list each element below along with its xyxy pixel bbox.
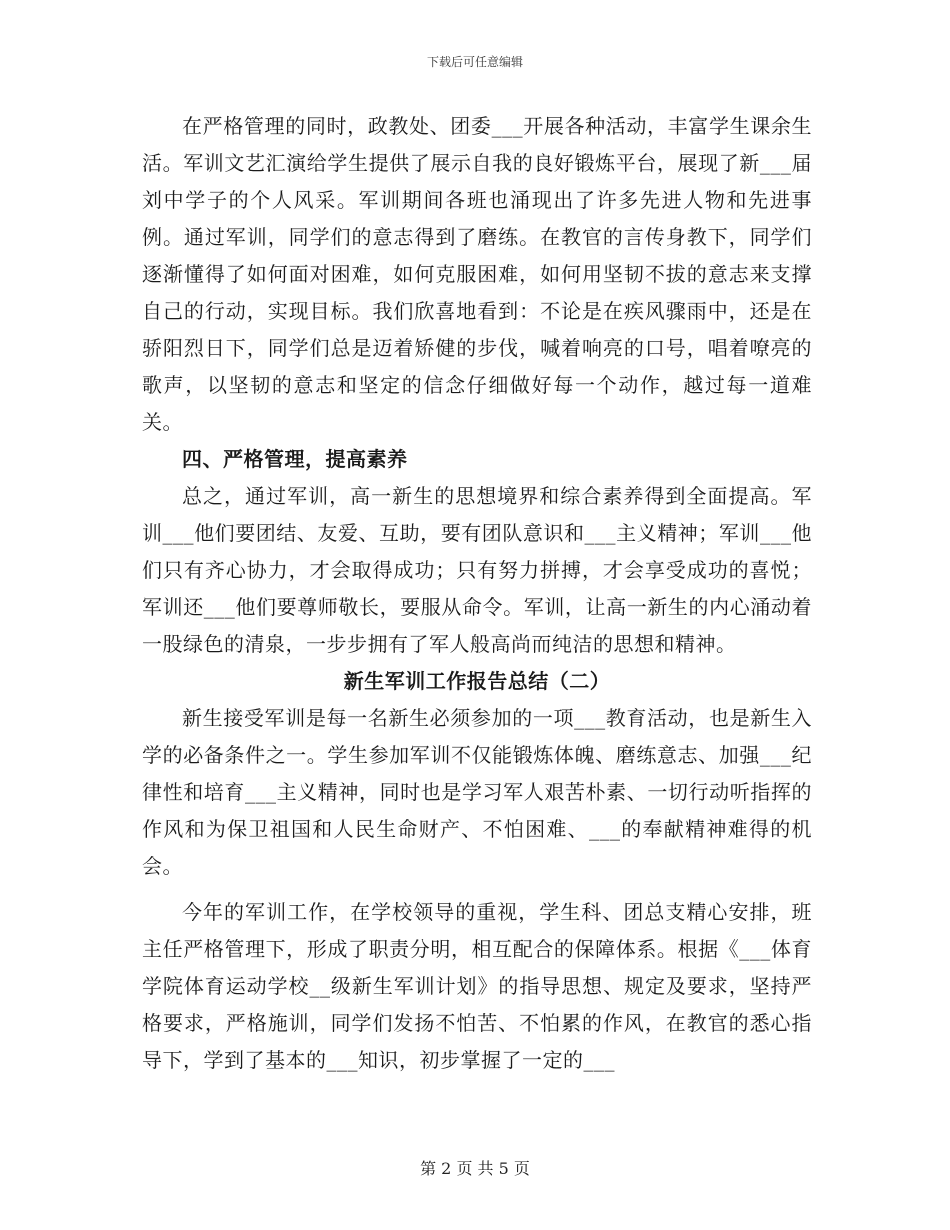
paragraph-intro: 新生接受军训是每一名新生必须参加的一项___教育活动，也是新生入学的必备条件之一。学生参加军训不仅能锻炼体魄、磨练意志、加强___纪律性和培育___主义精神，同时也是学习军人艰苦朴素、一切行动听指挥的作风和为保卫祖国和人民生命财产、不怕困难、___的奉献精神难得的机会。 [142, 706, 812, 878]
section-heading-four: 四、严格管理，提高素养 [182, 447, 408, 471]
paragraph-activities: 在严格管理的同时，政教处、团委___开展各种活动，丰富学生课余生活。军训文艺汇演给学生提供了展示自我的良好锻炼平台，展现了新___届刘中学子的个人风采。军训期间各班也涌现出了许多先进人物和先进事例。通过军训，同学们的意志得到了磨练。在教官的言传身教下，同学们逐渐懂得了如何面对困难，如何克服困难，如何用坚韧不拔的意志来支撑自己的行动，实现目标。我们欣喜地看到：不论是在疾风骤雨中，还是在骄阳烈日下，同学们总是迈着矫健的步伐，喊着响亮的口号，唱着嘹亮的歌声，以坚韧的意志和坚定的信念仔细做好每一个动作，越过每一道难关。 [142, 114, 812, 434]
paragraph-summary: 总之，通过军训，高一新生的思想境界和综合素养得到全面提高。军训___他们要团结、友爱、互助，要有团队意识和___主义精神；军训___他们只有齐心协力，才会取得成功；只有努力拼搏，才会享受成功的喜悦；军训还___他们要尊师敬长，要服从命令。军训，让高一新生的内心涌动着一股绿色的清泉，一步步拥有了军人般高尚而纯洁的思想和精神。 [142, 484, 812, 656]
document-body [142, 108, 812, 1079]
paragraph-this-year: 今年的军训工作，在学校领导的重视，学生科、团总支精心安排，班主任严格管理下，形成了职责分明，相互配合的保障体系。根据《___体育学院体育运动学校__级新生军训计划》的指导思想、规定及要求，坚持严格要求，严格施训，同学们发扬不怕苦、不怕累的作风，在教官的悉心指导下，学到了基本的___知识，初步掌握了一定的___ [142, 900, 812, 1072]
page-number: 第 2 页 共 5 页 [420, 1159, 530, 1178]
report-title-two: 新生军训工作报告总结（二） [343, 669, 611, 693]
page-header: 下载后可任意编辑 [426, 55, 523, 69]
